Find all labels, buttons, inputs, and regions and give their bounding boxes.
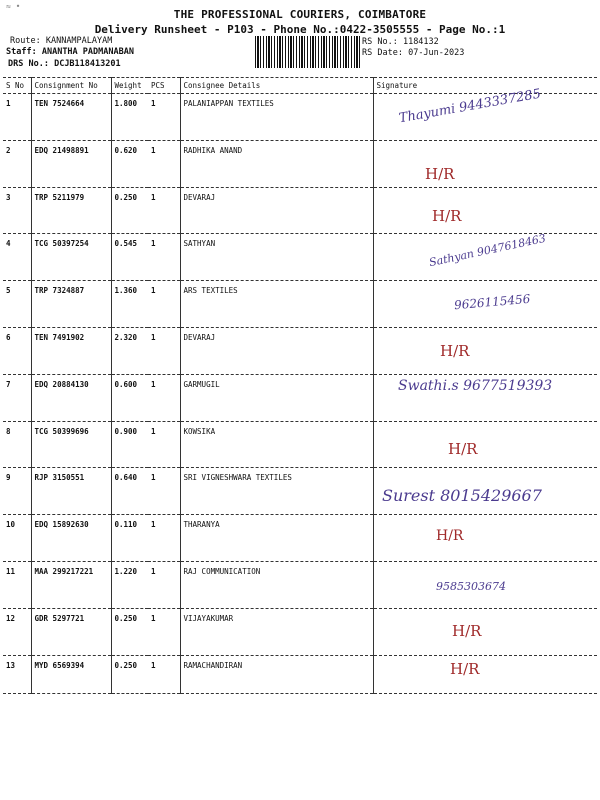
cell-sno: 9 xyxy=(3,468,31,515)
cell-weight: 0.620 xyxy=(111,140,148,187)
signature-13: H/R xyxy=(450,660,480,678)
cell-sno: 5 xyxy=(3,281,31,328)
cell-consignee: PALANIAPPAN TEXTILES xyxy=(180,94,373,141)
corner-scribble: ≈ • xyxy=(6,2,21,11)
signature-4: Sathyan 9047618463 xyxy=(427,231,547,270)
rs-no-value: 1184132 xyxy=(402,37,439,47)
cell-consignee: THARANYA xyxy=(180,515,373,562)
col-header-consignee: Consignee Details xyxy=(180,78,373,94)
cell-weight: 0.545 xyxy=(111,234,148,281)
drs-value: DCJB118413201 xyxy=(54,59,121,69)
table-row xyxy=(3,515,597,562)
table-row xyxy=(3,421,597,468)
cell-consignment: MYD 6569394 xyxy=(31,655,111,693)
cell-consignee: DEVARAJ xyxy=(180,327,373,374)
cell-sno: 12 xyxy=(3,608,31,655)
runsheet-line: Delivery Runsheet - P103 - Phone No.:0422-3505555 - Page No.:1 xyxy=(94,23,506,36)
cell-weight: 0.250 xyxy=(111,608,148,655)
rs-date-value: 07-Jun-2023 xyxy=(408,48,465,58)
signature-6: H/R xyxy=(440,342,470,360)
cell-sno: 13 xyxy=(3,655,31,693)
table-row xyxy=(3,561,597,608)
cell-consignment: MAA 299217221 xyxy=(31,561,111,608)
cell-weight: 1.220 xyxy=(111,561,148,608)
cell-signature xyxy=(373,608,597,655)
cell-consignment: GDR 5297721 xyxy=(31,608,111,655)
cell-pcs: 1 xyxy=(148,187,180,234)
cell-weight: 0.900 xyxy=(111,421,148,468)
rs-date-line xyxy=(362,48,464,58)
cell-sno: 1 xyxy=(3,94,31,141)
cell-consignment: EDQ 20884130 xyxy=(31,374,111,421)
cell-signature xyxy=(373,515,597,562)
cell-sno: 10 xyxy=(3,515,31,562)
cell-pcs: 1 xyxy=(148,421,180,468)
cell-consignment: TEN 7491902 xyxy=(31,327,111,374)
cell-weight: 1.800 xyxy=(111,94,148,141)
cell-pcs: 1 xyxy=(148,468,180,515)
cell-consignment: TRP 5211979 xyxy=(31,187,111,234)
cell-pcs: 1 xyxy=(148,515,180,562)
signature-9: Surest 8015429667 xyxy=(382,486,542,505)
cell-weight: 0.250 xyxy=(111,187,148,234)
rs-no-line xyxy=(362,37,439,47)
cell-signature xyxy=(373,140,597,187)
cell-signature xyxy=(373,327,597,374)
cell-consignee: RADHIKA ANAND xyxy=(180,140,373,187)
cell-consignment: TCG 50397254 xyxy=(31,234,111,281)
cell-pcs: 1 xyxy=(148,281,180,328)
cell-consignee: RAMACHANDIRAN xyxy=(180,655,373,693)
route-label: Route: xyxy=(10,36,41,46)
cell-consignment: EDQ 21498891 xyxy=(31,140,111,187)
staff-value: ANANTHA PADMANABAN xyxy=(41,47,134,57)
cell-pcs: 1 xyxy=(148,234,180,281)
cell-consignee: VIJAYAKUMAR xyxy=(180,608,373,655)
cell-sno: 4 xyxy=(3,234,31,281)
cell-weight: 0.250 xyxy=(111,655,148,693)
staff-line xyxy=(6,47,134,57)
cell-weight: 0.110 xyxy=(111,515,148,562)
staff-label: Staff: xyxy=(6,47,37,57)
cell-signature xyxy=(373,187,597,234)
cell-consignment: TEN 7524664 xyxy=(31,94,111,141)
cell-weight: 2.320 xyxy=(111,327,148,374)
signature-2: H/R xyxy=(425,165,455,183)
rs-no-label: RS No.: xyxy=(362,37,398,47)
signature-3: H/R xyxy=(432,207,462,225)
col-header-pcs: PCS xyxy=(148,78,180,94)
cell-pcs: 1 xyxy=(148,655,180,693)
cell-pcs: 1 xyxy=(148,561,180,608)
cell-consignee: GARMUGIL xyxy=(180,374,373,421)
cell-pcs: 1 xyxy=(148,608,180,655)
barcode xyxy=(255,36,360,68)
cell-weight: 1.360 xyxy=(111,281,148,328)
cell-signature xyxy=(373,655,597,693)
cell-consignment: RJP 3150551 xyxy=(31,468,111,515)
signature-5: 9626115456 xyxy=(453,291,531,313)
cell-consignment: EDQ 15892630 xyxy=(31,515,111,562)
cell-consignment: TCG 50399696 xyxy=(31,421,111,468)
route-line xyxy=(10,36,112,46)
col-header-signature: Signature xyxy=(373,78,597,94)
route-value: KANNAMPALAYAM xyxy=(45,36,113,46)
cell-signature xyxy=(373,421,597,468)
cell-pcs: 1 xyxy=(148,374,180,421)
cell-consignee: SATHYAN xyxy=(180,234,373,281)
table-row xyxy=(3,608,597,655)
cell-sno: 11 xyxy=(3,561,31,608)
signature-8: H/R xyxy=(448,440,478,458)
cell-consignee: RAJ COMMUNICATION xyxy=(180,561,373,608)
col-header-sno: S No xyxy=(3,78,31,94)
cell-sno: 3 xyxy=(3,187,31,234)
cell-consignee: DEVARAJ xyxy=(180,187,373,234)
cell-sno: 7 xyxy=(3,374,31,421)
table-row xyxy=(3,327,597,374)
table-row xyxy=(3,655,597,693)
signature-1: Thayumi 9443337285 xyxy=(397,86,543,127)
cell-pcs: 1 xyxy=(148,140,180,187)
col-header-consignment: Consignment No xyxy=(31,78,111,94)
cell-consignee: KOWSIKA xyxy=(180,421,373,468)
rs-date-label: RS Date: xyxy=(362,48,403,58)
signature-10: H/R xyxy=(436,528,464,544)
company-title: THE PROFESSIONAL COURIERS, COIMBATORE xyxy=(173,8,427,21)
signature-11: 9585303674 xyxy=(436,580,506,593)
drs-line xyxy=(8,59,121,69)
cell-pcs: 1 xyxy=(148,94,180,141)
cell-sno: 8 xyxy=(3,421,31,468)
cell-weight: 0.640 xyxy=(111,468,148,515)
signature-12: H/R xyxy=(452,622,482,640)
cell-consignee: SRI VIGNESHWARA TEXTILES xyxy=(180,468,373,515)
cell-consignee: ARS TEXTILES xyxy=(180,281,373,328)
table-row xyxy=(3,140,597,187)
drs-label: DRS No.: xyxy=(8,59,49,69)
signature-7: Swathi.s 9677519393 xyxy=(398,378,553,394)
cell-sno: 6 xyxy=(3,327,31,374)
cell-weight: 0.600 xyxy=(111,374,148,421)
col-header-weight: Weight xyxy=(111,78,148,94)
table-row xyxy=(3,187,597,234)
cell-pcs: 1 xyxy=(148,327,180,374)
cell-sno: 2 xyxy=(3,140,31,187)
cell-consignment: TRP 7324887 xyxy=(31,281,111,328)
